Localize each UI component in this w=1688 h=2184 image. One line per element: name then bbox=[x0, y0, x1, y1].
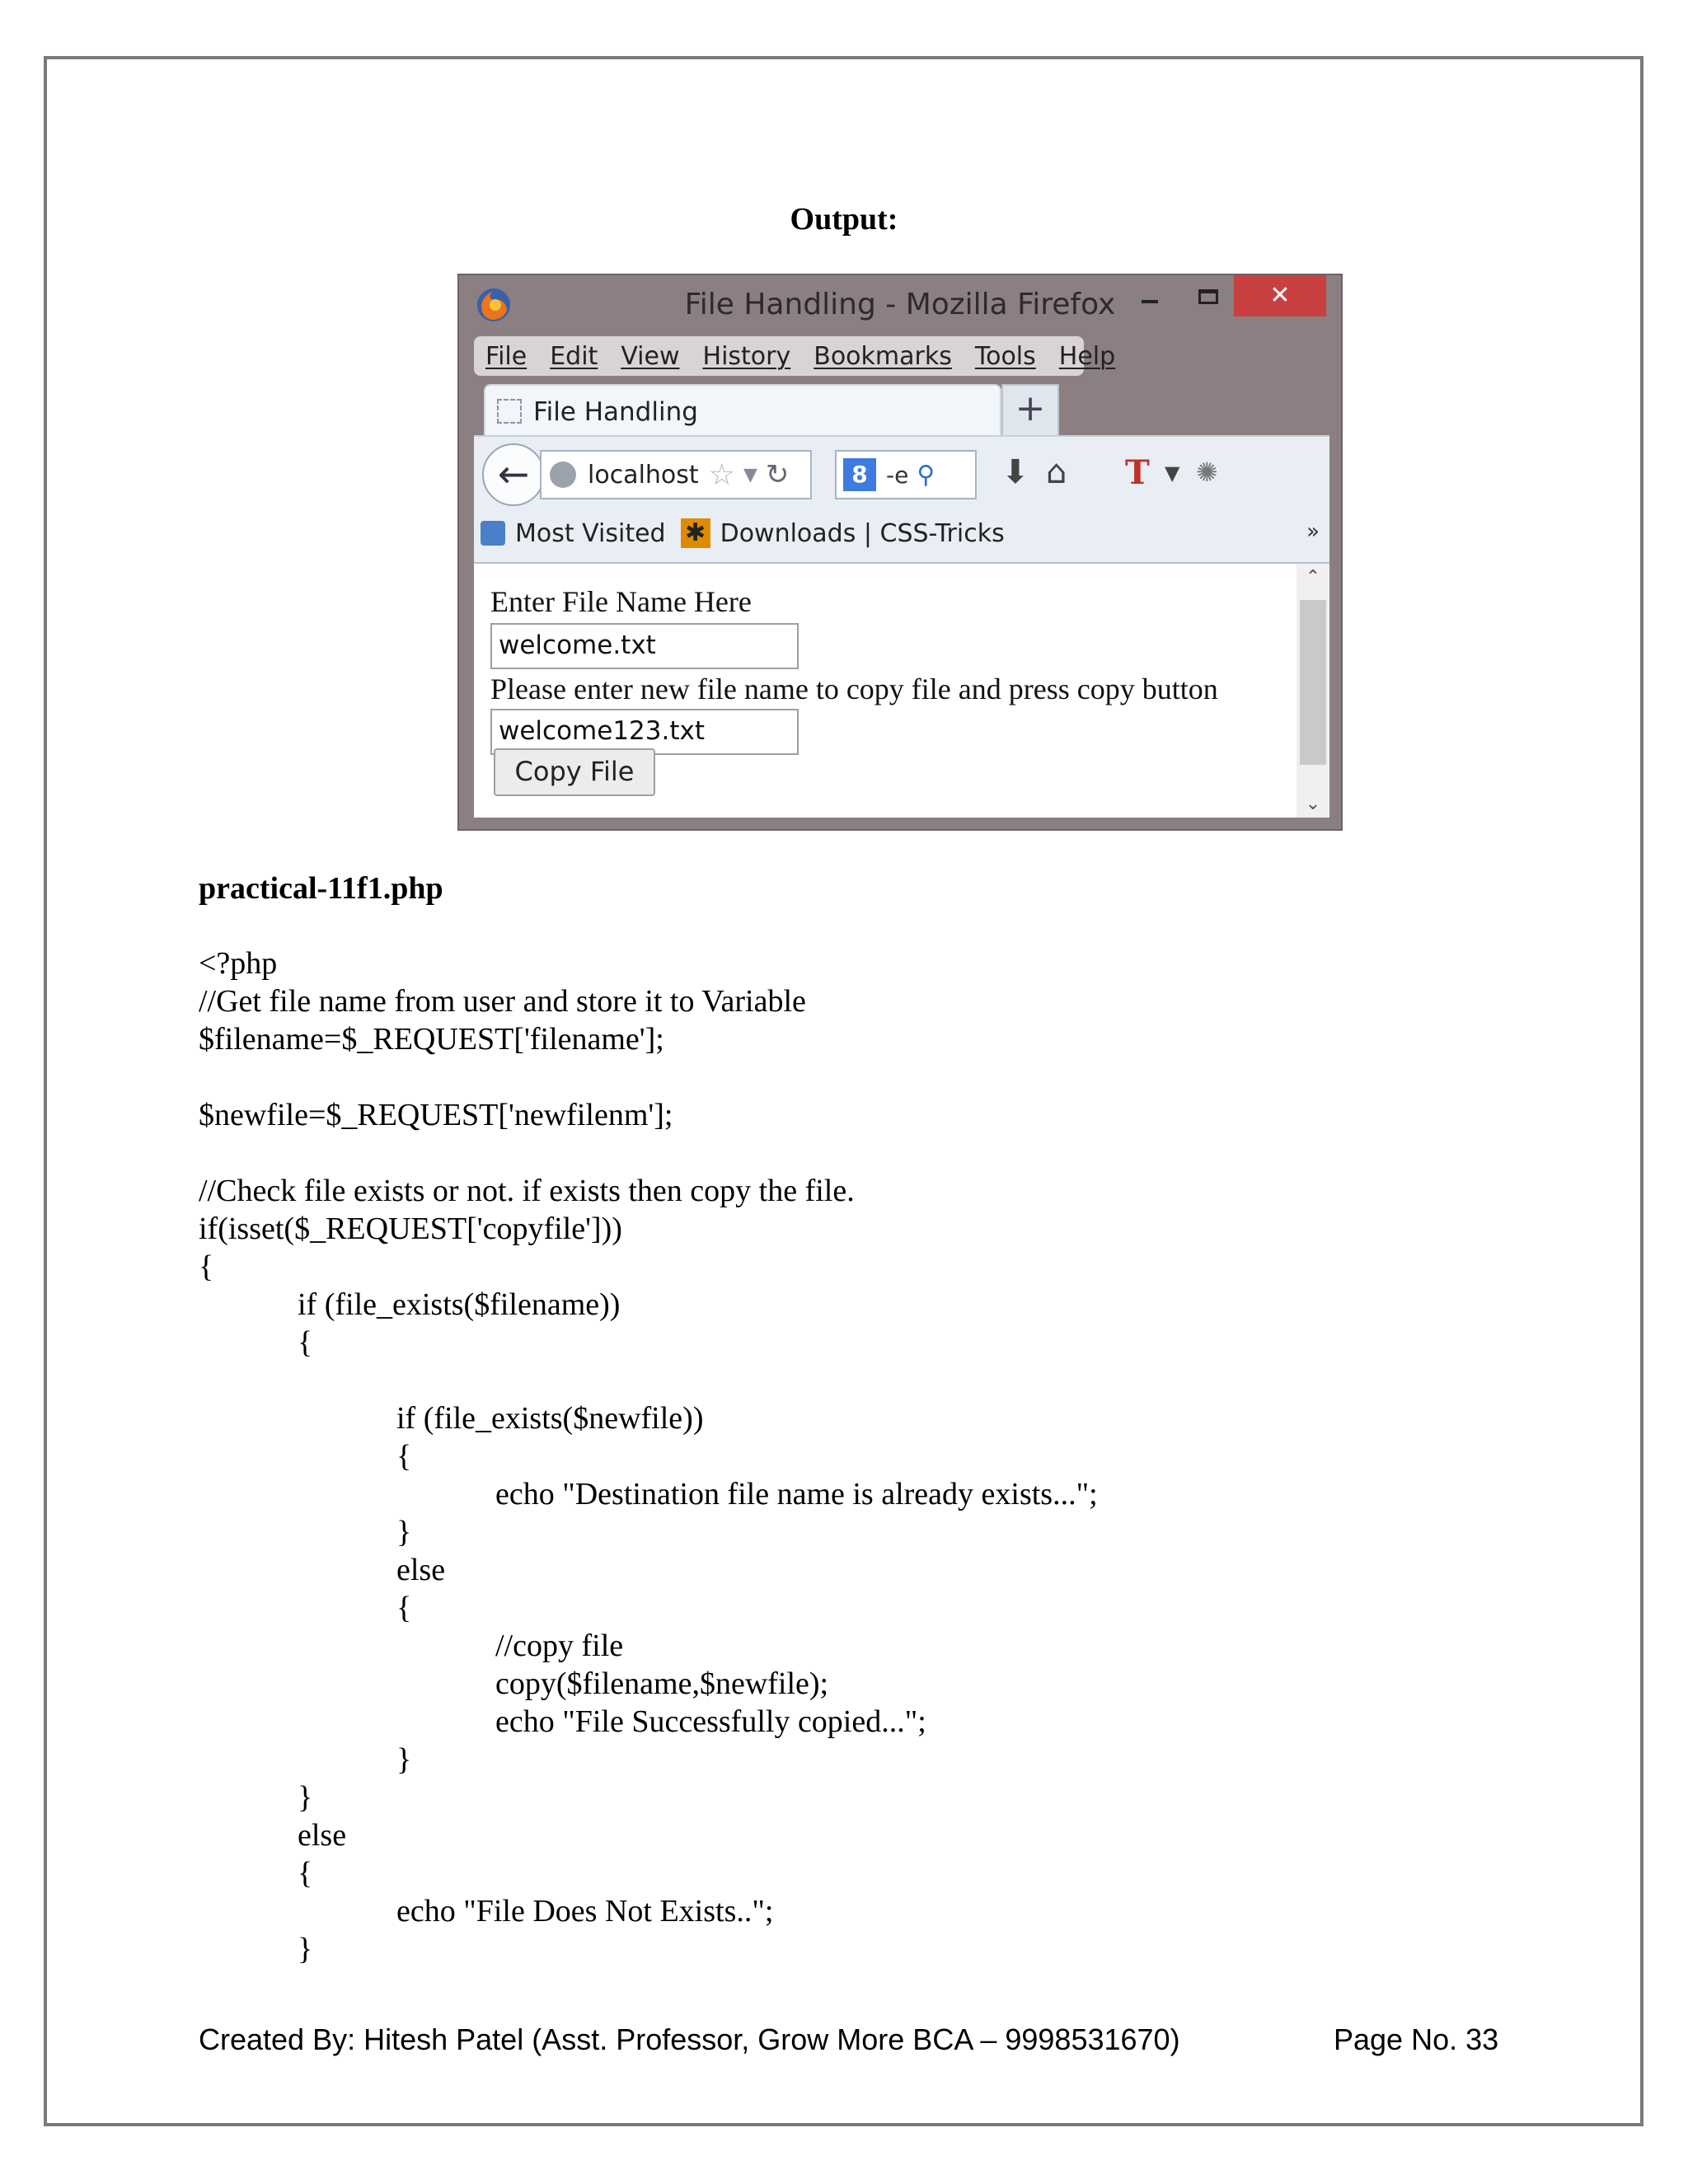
code-line: echo "Destination file name is already exists..."; bbox=[495, 1477, 1098, 1511]
url-bar[interactable] bbox=[540, 450, 812, 499]
search-engine-icon[interactable]: 8 bbox=[843, 458, 876, 491]
code-line: else bbox=[396, 1553, 446, 1587]
vertical-scrollbar[interactable] bbox=[1296, 564, 1329, 818]
code-line: { bbox=[298, 1325, 313, 1360]
navigation-toolbar bbox=[474, 435, 1329, 564]
page-number: Page No. 33 bbox=[1334, 2022, 1499, 2056]
tab-label: File Handling bbox=[533, 397, 698, 427]
code-line: //Get file name from user and store it to Variable bbox=[199, 984, 806, 1019]
bookmarks-bar bbox=[481, 513, 1005, 554]
code-line: if (file_exists($newfile)) bbox=[396, 1401, 704, 1436]
reload-icon[interactable]: ↻ bbox=[765, 458, 790, 491]
back-button[interactable]: ← bbox=[482, 443, 545, 506]
search-bar[interactable] bbox=[835, 450, 977, 499]
file-heading: practical-11f1.php bbox=[199, 871, 443, 906]
maximize-button[interactable] bbox=[1198, 289, 1218, 304]
code-line: echo "File Successfully copied..."; bbox=[495, 1704, 926, 1739]
scroll-down-icon[interactable]: ⌄ bbox=[1305, 794, 1321, 814]
addon-dropdown-icon[interactable]: ▼ bbox=[1165, 462, 1180, 485]
filename-label: Enter File Name Here bbox=[490, 585, 752, 618]
code-line: } bbox=[396, 1515, 412, 1549]
search-text: -e bbox=[886, 461, 909, 489]
menu-tools[interactable]: Tools bbox=[974, 341, 1036, 371]
bookmarks-overflow-icon[interactable]: » bbox=[1306, 519, 1320, 544]
code-line: echo "File Does Not Exists.."; bbox=[396, 1894, 774, 1929]
code-line: <?php bbox=[199, 946, 278, 981]
menu-file[interactable]: File bbox=[485, 341, 528, 371]
url-dropdown-icon[interactable]: ▼ bbox=[743, 464, 757, 485]
close-button[interactable]: ✕ bbox=[1234, 275, 1326, 316]
code-line: //copy file bbox=[495, 1629, 624, 1663]
search-icon[interactable]: ⚲ bbox=[917, 460, 935, 490]
copy-file-button[interactable]: Copy File bbox=[494, 748, 655, 796]
code-line: $newfile=$_REQUEST['newfilenm']; bbox=[199, 1098, 673, 1132]
home-icon[interactable]: ⌂ bbox=[1046, 453, 1067, 491]
code-line: //Check file exists or not. if exists then copy the file. bbox=[199, 1174, 855, 1208]
addon-bug-icon[interactable]: ✺ bbox=[1196, 457, 1218, 488]
footer-credit: Created By: Hitesh Patel (Asst. Professor, Grow More BCA – 9998531670) bbox=[199, 2022, 1180, 2056]
menu-history[interactable]: History bbox=[702, 341, 791, 371]
code-line: copy($filename,$newfile); bbox=[495, 1666, 829, 1701]
new-filename-input[interactable]: welcome123.txt bbox=[490, 709, 799, 755]
code-line: $filename=$_REQUEST['filename']; bbox=[199, 1022, 664, 1057]
url-text: localhost bbox=[588, 460, 699, 490]
code-line: { bbox=[298, 1856, 313, 1891]
menu-edit[interactable]: Edit bbox=[550, 341, 598, 371]
bookmark-star-icon[interactable]: ☆ bbox=[708, 457, 735, 492]
code-line: else bbox=[298, 1818, 347, 1853]
menu-bar bbox=[474, 336, 1116, 376]
code-line: } bbox=[396, 1742, 412, 1777]
menu-view[interactable]: View bbox=[621, 341, 680, 371]
code-line: { bbox=[396, 1439, 412, 1474]
code-line: if (file_exists($filename)) bbox=[298, 1287, 621, 1322]
firefox-window-screenshot bbox=[457, 274, 1343, 831]
bookmark-most-visited[interactable]: Most Visited bbox=[515, 518, 666, 548]
menu-bookmarks[interactable]: Bookmarks bbox=[814, 341, 952, 371]
scroll-up-icon[interactable]: ⌃ bbox=[1305, 567, 1321, 588]
filename-input[interactable]: welcome.txt bbox=[490, 623, 799, 669]
scroll-thumb[interactable] bbox=[1300, 600, 1326, 765]
code-line: } bbox=[298, 1780, 313, 1815]
page-icon bbox=[497, 399, 522, 424]
globe-icon bbox=[550, 462, 576, 488]
bookmark-downloads-css-tricks[interactable]: Downloads | CSS-Tricks bbox=[720, 518, 1005, 548]
addon-t-icon[interactable]: T bbox=[1125, 453, 1150, 492]
most-visited-icon bbox=[481, 521, 505, 546]
output-heading: Output: bbox=[790, 202, 898, 237]
page-content bbox=[474, 562, 1329, 818]
minimize-button[interactable] bbox=[1142, 300, 1158, 303]
code-line: { bbox=[396, 1591, 412, 1625]
new-filename-label: Please enter new file name to copy file and press copy button bbox=[490, 673, 1218, 705]
code-line: { bbox=[199, 1249, 214, 1284]
asterisk-icon: ✱ bbox=[681, 518, 710, 548]
tab-file-handling[interactable] bbox=[484, 384, 1001, 437]
menu-help[interactable]: Help bbox=[1058, 341, 1116, 371]
code-line: if(isset($_REQUEST['copyfile'])) bbox=[199, 1212, 622, 1246]
new-tab-button[interactable]: + bbox=[1001, 384, 1059, 437]
window-title: File Handling - Mozilla Firefox bbox=[684, 288, 1116, 321]
download-icon[interactable]: ⬇ bbox=[1001, 453, 1029, 491]
code-line: } bbox=[298, 1932, 313, 1966]
